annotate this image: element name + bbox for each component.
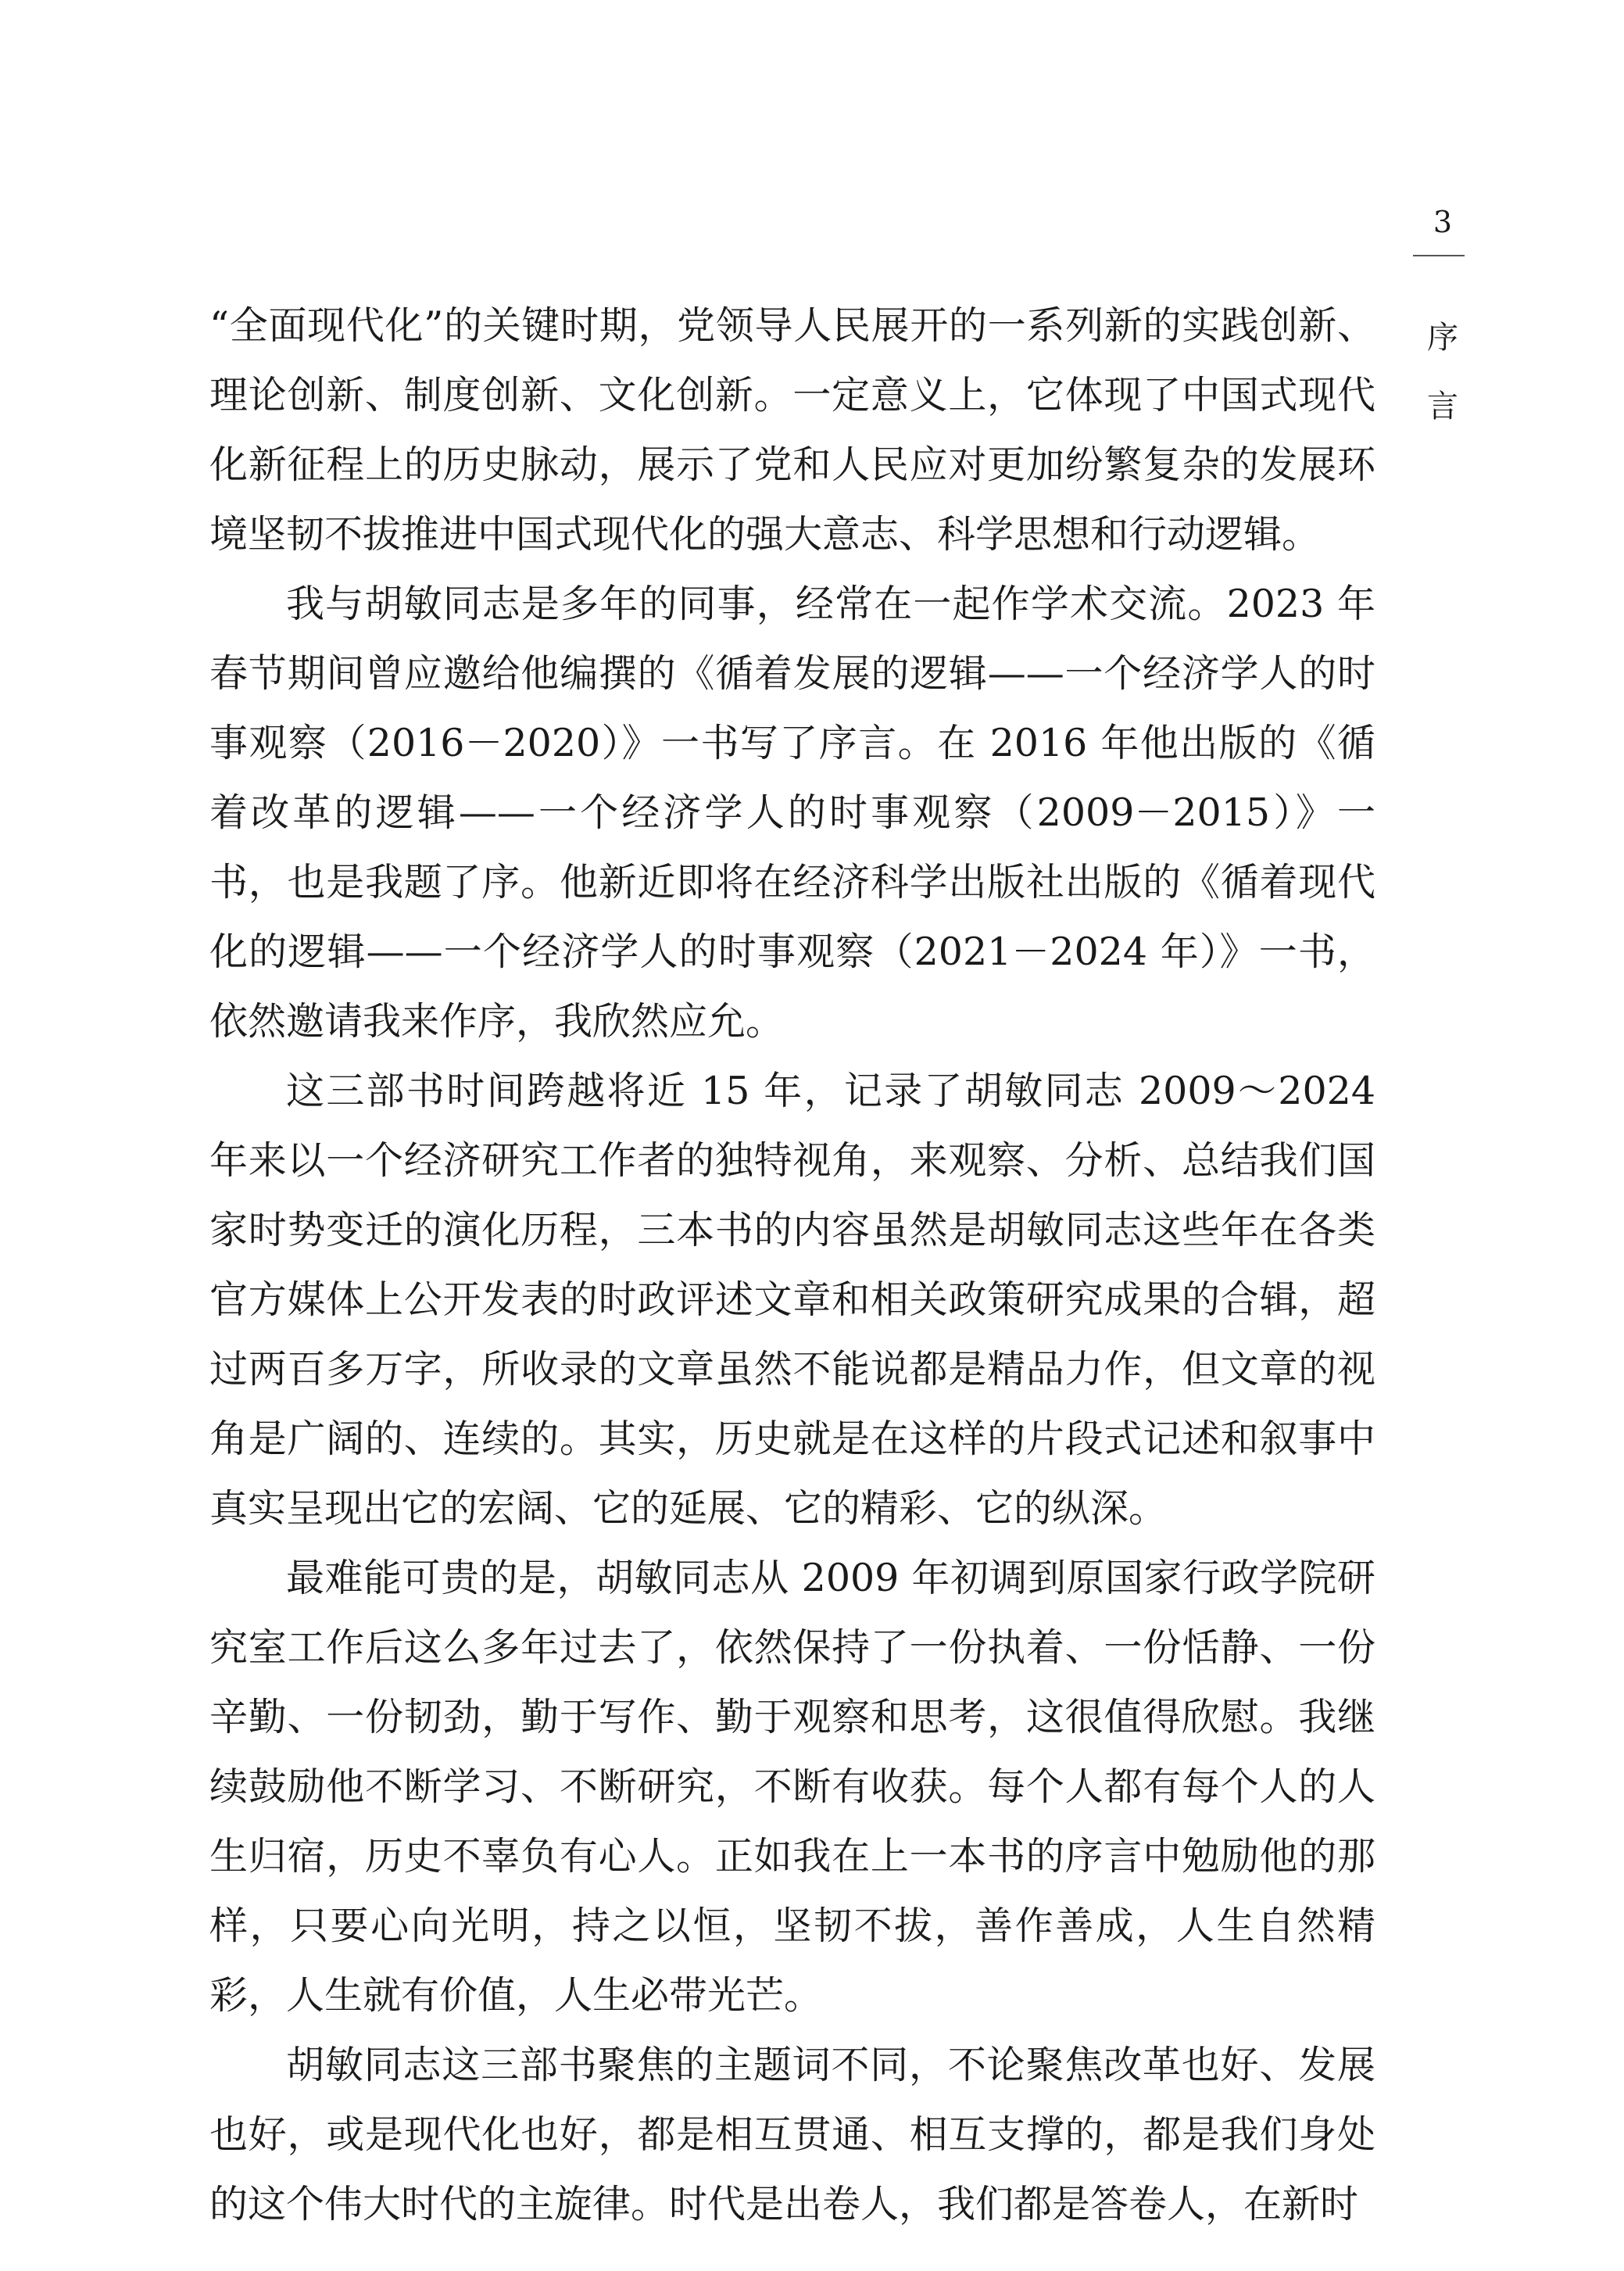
paragraph: 这三部书时间跨越将近 15 年，记录了胡敏同志 2009～2024 年来以一个经济研究工作者的独特视角，来观察、分析、总结我们国家时势变迁的演化历程，三本书的内容虽然是胡敏同志这些年在各类官方媒体上公开发表的时政评述文章和相关政策研究成果的合辑，超过两百多万字，所收录的文章虽然不能说都是精品力作，但文章的视角是广阔的、连续的。其实，历史就是在这样的片段式记述和叙事中真实呈现出它的宏阔、它的延展、它的精彩、它的纵深。 — [209, 1069, 1375, 1531]
body-text — [209, 291, 1375, 2239]
paragraph: 最难能可贵的是，胡敏同志从 2009 年初调到原国家行政学院研究室工作后这么多年过去了，依然保持了一份执着、一份恬静、一份辛勤、一份韧劲，勤于写作、勤于观察和思考，这很值得欣慰。我继续鼓励他不断学习、不断研究，不断有收获。每个人都有每个人的人生归宿，历史不辜负有心人。正如我在上一本书的序言中勉励他的那样，只要心向光明，持之以恒，坚韧不拔，善作善成，人生自然精彩，人生就有价值，人生必带光芒。 — [209, 1556, 1375, 2018]
running-head-char: 序 — [1427, 320, 1458, 356]
page-number-rule — [1413, 255, 1465, 256]
paragraph: 胡敏同志这三部书聚焦的主题词不同，不论聚焦改革也好、发展也好，或是现代化也好，都是相互贯通、相互支撑的，都是我们身处的这个伟大时代的主旋律。时代是出卷人，我们都是答卷人，在新时 — [209, 2043, 1375, 2226]
paragraph: “全面现代化”的关键时期，党领导人民展开的一系列新的实践创新、理论创新、制度创新、文化创新。一定意义上，它体现了中国式现代化新征程上的历史脉动，展示了党和人民应对更加纷繁复杂的发展环境坚韧不拔推进中国式现代化的强大意志、科学思想和行动逻辑。 — [209, 303, 1375, 557]
running-head — [1421, 303, 1465, 441]
paragraph: 我与胡敏同志是多年的同事，经常在一起作学术交流。2023 年春节期间曾应邀给他编撰的《循着发展的逻辑——一个经济学人的时事观察（2016－2020）》一书写了序言。在 2016 年他出版的《循着改革的逻辑——一个经济学人的时事观察（2009－2015）》一书，也是我题了序。他新近即将在经济科学出版社出版的《循着现代化的逻辑——一个经济学人的时事观察（2021－2024 年）》一书，依然邀请我来作序，我欣然应允。 — [209, 582, 1375, 1044]
running-head-char: 言 — [1427, 389, 1458, 424]
page-number: 3 — [1433, 205, 1453, 239]
